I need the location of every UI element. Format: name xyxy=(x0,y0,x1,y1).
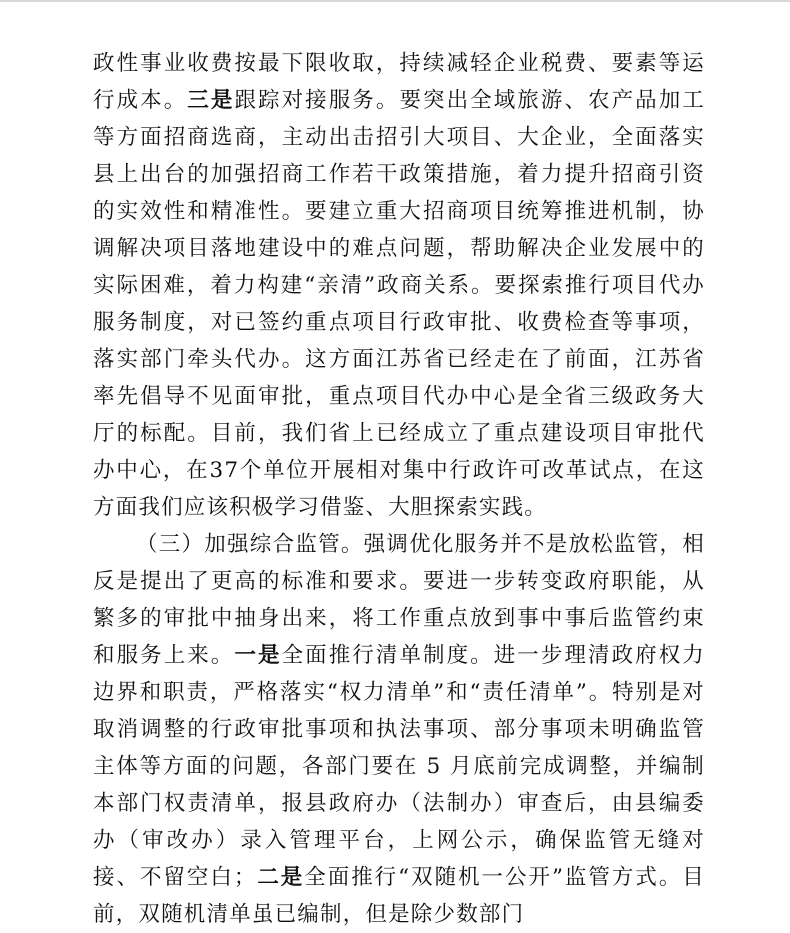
document-page xyxy=(93,45,705,933)
paragraph-2-bold-2: 二是 xyxy=(256,865,305,890)
paragraph-2-bold-1: 一是 xyxy=(234,643,282,668)
paragraph-1-text-2: 跟踪对接服务。要突出全域旅游、农产品加工等方面招商选商，主动出击招引大项目、大企业，全面落实县上出台的加强招商工作若干政策措施，着力提升招商引资的实效性和精准性。要建立重大招商项目统筹推进机制，协调解决项目落地建设中的难点问题，帮助解决企业发展中的实际困难，着力构建“亲清”政商关系。要探索推行项目代办服务制度，对已签约重点项目行政审批、收费检查等事项，落实部门牵头代办。这方面江苏省已经走在了前面，江苏省率先倡导不见面审批，重点项目代办中心是全省三级政务大厅的标配。目前，我们省上已经成立了重点建设项目审批代办中心，在37个单位开展相对集中行政许可改革试点，在这方面我们应该积极学习借鉴、大胆探索实践。 xyxy=(93,88,705,520)
paragraph-2 xyxy=(93,526,705,933)
paragraph-2-text-2: 全面推行清单制度。进一步理清政府权力边界和职责，严格落实“权力清单”和“责任清单”。特别是对取消调整的行政审批事项和执法事项、部分事项未明确监管主体等方面的问题，各部门要在 5 月底前完成调整，并编制本部门权责清单，报县政府办（法制办）审查后，由县编委办（审改办）录入管理平台，上网公示，确保监管无缝对接、不留空白； xyxy=(93,643,706,890)
paragraph-2-text-3: 全面推行“双随机一公开”监管方式。目前，双随机清单虽已编制，但是除少数部门 xyxy=(93,865,705,927)
paragraph-1-text-1: 政性事业收费按最下限收取，持续减轻企业税费、要素等运行成本。 xyxy=(93,51,705,113)
page-top-edge xyxy=(0,0,790,2)
paragraph-1 xyxy=(93,45,705,526)
paragraph-1-bold-1: 三是 xyxy=(187,88,235,113)
paragraph-2-text-1: （三）加强综合监管。强调优化服务并不是放松监管，相反是提出了更高的标准和要求。要进一步转变政府职能，从繁多的审批中抽身出来，将工作重点放到事中事后监管约束和服务上来。 xyxy=(93,532,705,668)
